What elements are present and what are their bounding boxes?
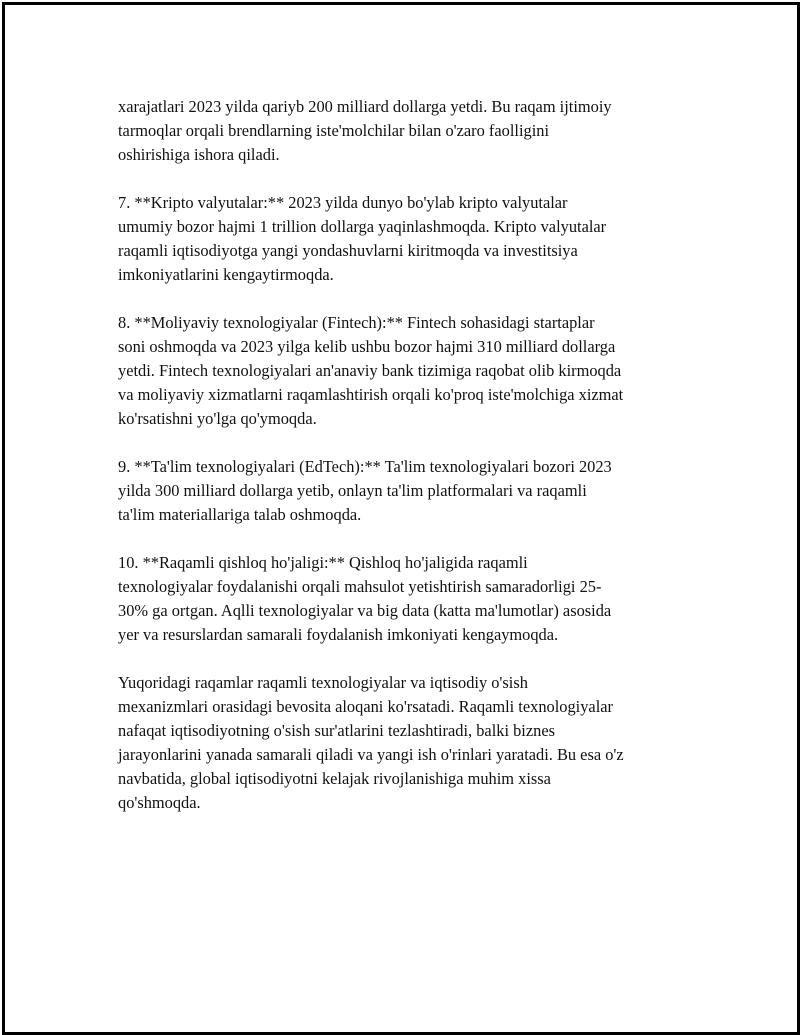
text-line: Yuqoridagi raqamlar raqamli texnologiyalar va iqtisodiy o'sish xyxy=(118,673,528,692)
text-line: soni oshmoqda va 2023 yilga kelib ushbu bozor hajmi 310 milliard dollarga xyxy=(118,337,616,356)
text-line: umumiy bozor hajmi 1 trillion dollarga yaqinlashmoqda. Kripto valyutalar xyxy=(118,217,607,236)
text-line: nafaqat iqtisodiyotning o'sish sur'atlarini tezlashtiradi, balki biznes xyxy=(118,721,555,740)
text-line: imkoniyatlarini kengaytirmoqda. xyxy=(118,265,334,284)
text-line: ta'lim materiallariga talab oshmoqda. xyxy=(118,505,362,524)
text-line: yer va resurslardan samarali foydalanish imkoniyati kengaymoqda. xyxy=(118,625,559,644)
paragraph-item-9-edtech xyxy=(118,455,698,527)
text-line: 10. **Raqamli qishloq ho'jaligi:** Qishloq ho'jaligida raqamli xyxy=(118,553,528,572)
text-line: 7. **Kripto valyutalar:** 2023 yilda dunyo bo'ylab kripto valyutalar xyxy=(118,193,568,212)
text-line: va moliyaviy xizmatlarni raqamlashtirish orqali ko'proq iste'molchiga xizmat xyxy=(118,385,624,404)
text-line: ko'rsatishni yo'lga qo'ymoqda. xyxy=(118,409,317,428)
text-line: raqamli iqtisodiyotga yangi yondashuvlarni kiritmoqda va investitsiya xyxy=(118,241,578,260)
paragraph-item-7-crypto xyxy=(118,191,698,287)
text-line: xarajatlari 2023 yilda qariyb 200 milliard dollarga yetdi. Bu raqam ijtimoiy xyxy=(118,97,612,116)
page-frame xyxy=(2,2,800,1035)
text-line: 8. **Moliyaviy texnologiyalar (Fintech):** Fintech sohasidagi startaplar xyxy=(118,313,595,332)
text-line: yilda 300 milliard dollarga yetib, onlayn ta'lim platformalari va raqamli xyxy=(118,481,587,500)
paragraph-item-8-fintech xyxy=(118,311,698,431)
text-line: tarmoqlar orqali brendlarning iste'molchilar bilan o'zaro faolligini xyxy=(118,121,550,140)
text-line: yetdi. Fintech texnologiyalari an'anaviy bank tizimiga raqobat olib kirmoqda xyxy=(118,361,622,380)
text-line: texnologiyalar foydalanishi orqali mahsulot yetishtirish samaradorligi 25- xyxy=(118,577,602,596)
text-line: mexanizmlari orasidagi bevosita aloqani ko'rsatadi. Raqamli texnologiyalar xyxy=(118,697,613,716)
text-line: qo'shmoqda. xyxy=(118,793,201,812)
text-line: oshirishiga ishora qiladi. xyxy=(118,145,280,164)
text-line: navbatida, global iqtisodiyotni kelajak rivojlanishiga muhim xissa xyxy=(118,769,551,788)
text-line: jarayonlarini yanada samarali qiladi va yangi ish o'rinlari yaratadi. Bu esa o'z xyxy=(118,745,624,764)
document-body xyxy=(118,95,698,839)
paragraph-conclusion xyxy=(118,671,698,815)
text-line: 9. **Ta'lim texnologiyalari (EdTech):** Ta'lim texnologiyalari bozori 2023 xyxy=(118,457,612,476)
paragraph-advertising-continued xyxy=(118,95,698,167)
paragraph-item-10-agriculture xyxy=(118,551,698,647)
text-line: 30% ga ortgan. Aqlli texnologiyalar va big data (katta ma'lumotlar) asosida xyxy=(118,601,612,620)
